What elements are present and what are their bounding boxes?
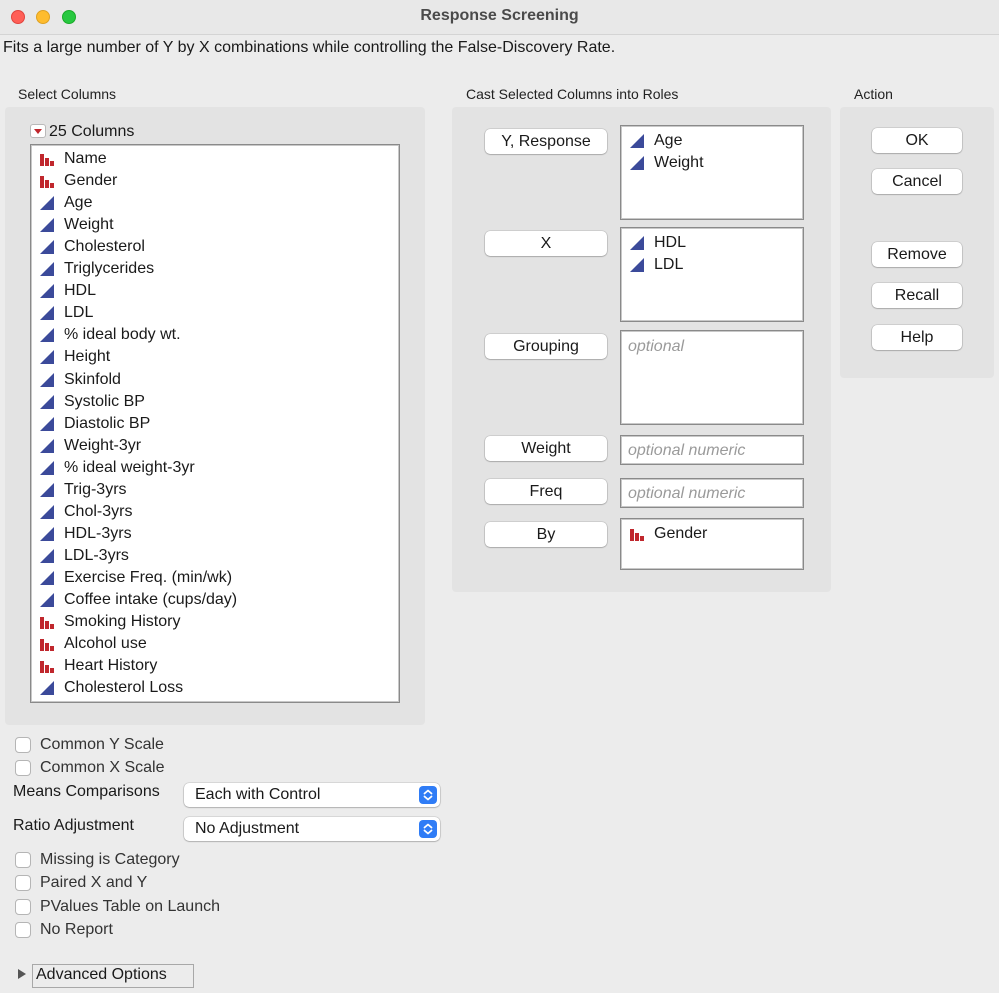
paired-x-and-y-label: Paired X and Y xyxy=(40,874,148,891)
x-button[interactable]: X xyxy=(485,231,607,256)
column-list-item[interactable] xyxy=(39,611,180,633)
continuous-icon xyxy=(39,592,55,608)
column-name: Height xyxy=(64,348,111,366)
continuous-icon xyxy=(39,680,55,696)
nominal-icon xyxy=(629,526,645,542)
continuous-icon xyxy=(39,349,55,365)
dialog-description: Fits a large number of Y by X combinations while controlling the False-Discovery Rate. xyxy=(3,39,616,56)
weight-field[interactable] xyxy=(620,435,804,465)
x-list[interactable] xyxy=(620,227,804,322)
column-name: Heart History xyxy=(64,657,158,675)
column-name: Weight xyxy=(64,216,114,234)
column-name: Coffee intake (cups/day) xyxy=(64,591,238,608)
nominal-icon xyxy=(39,658,55,674)
up-down-chevron-icon xyxy=(419,786,437,804)
continuous-icon xyxy=(629,133,645,149)
column-list-item[interactable] xyxy=(39,589,237,611)
window-title: Response Screening xyxy=(420,7,579,24)
columns-count: 25 Columns xyxy=(49,123,135,140)
means-comparisons-select[interactable] xyxy=(184,783,440,807)
columns-list[interactable] xyxy=(30,144,400,703)
column-list-item[interactable] xyxy=(39,346,110,368)
continuous-icon xyxy=(39,548,55,564)
column-name: LDL xyxy=(64,304,94,322)
common-x-scale-checkbox[interactable] xyxy=(15,760,31,776)
continuous-icon xyxy=(39,305,55,321)
column-list-item[interactable] xyxy=(39,677,183,699)
columns-menu-icon[interactable] xyxy=(30,124,46,138)
advanced-options-outline[interactable] xyxy=(32,964,194,988)
y-response-button[interactable]: Y, Response xyxy=(485,129,607,154)
continuous-icon xyxy=(39,504,55,520)
continuous-icon xyxy=(39,283,55,299)
continuous-icon xyxy=(39,460,55,476)
column-list-item[interactable] xyxy=(39,413,150,435)
column-name: Age xyxy=(64,194,93,212)
column-name: Cholesterol xyxy=(64,238,145,256)
column-name: Name xyxy=(64,150,107,167)
advanced-options-label: Advanced Options xyxy=(36,966,167,983)
column-list-item[interactable] xyxy=(39,324,181,346)
help-button[interactable]: Help xyxy=(872,325,962,350)
freq-button[interactable]: Freq xyxy=(485,479,607,504)
means-comparisons-value: Each with Control xyxy=(195,786,321,803)
continuous-icon xyxy=(39,195,55,211)
grouping-button[interactable]: Grouping xyxy=(485,334,607,359)
y-response-list[interactable] xyxy=(620,125,804,220)
common-y-scale-label: Common Y Scale xyxy=(40,736,164,753)
continuous-icon xyxy=(39,261,55,277)
column-name: Diastolic BP xyxy=(64,414,151,432)
column-list-item[interactable] xyxy=(39,545,129,567)
column-list-item[interactable] xyxy=(39,655,157,677)
column-name: HDL xyxy=(64,282,97,300)
continuous-icon xyxy=(39,482,55,498)
column-list-item[interactable] xyxy=(39,214,114,236)
column-list-item[interactable] xyxy=(39,391,145,413)
grouping-list[interactable] xyxy=(620,330,804,425)
y-role-item-age[interactable]: Age xyxy=(629,130,682,152)
missing-is-category-checkbox[interactable] xyxy=(15,852,31,868)
column-list-item[interactable] xyxy=(39,369,121,391)
column-name: Exercise Freq. (min/wk) xyxy=(64,568,233,586)
continuous-icon xyxy=(39,438,55,454)
continuous-icon xyxy=(39,570,55,586)
column-name: % ideal body wt. xyxy=(64,326,181,344)
grouping-placeholder: optional xyxy=(628,338,685,355)
column-name: LDL-3yrs xyxy=(64,546,129,564)
continuous-icon xyxy=(39,416,55,432)
title-bar xyxy=(0,0,999,35)
column-list-item[interactable] xyxy=(39,170,117,192)
column-list-item[interactable] xyxy=(39,479,127,501)
continuous-icon xyxy=(39,217,55,233)
select-columns-label: Select Columns xyxy=(18,86,117,102)
cast-roles-label: Cast Selected Columns into Roles xyxy=(466,86,679,102)
column-name: Alcohol use xyxy=(64,635,147,653)
ok-button[interactable]: OK xyxy=(872,128,962,153)
continuous-icon xyxy=(39,372,55,388)
action-label: Action xyxy=(854,86,893,102)
pvalues-table-on-launch-checkbox[interactable] xyxy=(15,899,31,915)
column-name: Triglycerides xyxy=(64,260,155,278)
column-list-item[interactable] xyxy=(39,236,145,258)
weight-placeholder: optional numeric xyxy=(628,442,746,459)
column-name: Trig-3yrs xyxy=(64,480,127,498)
column-name: % ideal weight-3yr xyxy=(64,458,195,476)
column-list-item[interactable] xyxy=(39,501,132,523)
column-name: Systolic BP xyxy=(64,392,145,410)
disclosure-triangle-icon[interactable] xyxy=(16,967,28,979)
nominal-icon xyxy=(39,614,55,630)
recall-button[interactable]: Recall xyxy=(872,283,962,308)
up-down-chevron-icon xyxy=(419,820,437,838)
remove-button[interactable]: Remove xyxy=(872,242,962,267)
continuous-icon xyxy=(629,235,645,251)
nominal-icon xyxy=(39,636,55,652)
ratio-adjustment-value: No Adjustment xyxy=(195,820,300,837)
column-name: HDL-3yrs xyxy=(64,524,132,542)
continuous-icon xyxy=(39,239,55,255)
cancel-button[interactable]: Cancel xyxy=(872,169,962,194)
column-list-item[interactable] xyxy=(39,457,195,479)
column-name: Smoking History xyxy=(64,613,181,631)
continuous-icon xyxy=(39,327,55,343)
by-role-item-gender[interactable]: Gender xyxy=(629,523,707,545)
ratio-adjustment-select[interactable] xyxy=(184,817,440,841)
column-list-item[interactable] xyxy=(39,523,132,545)
continuous-icon xyxy=(39,526,55,542)
column-list-item[interactable] xyxy=(39,258,154,280)
means-comparisons-label: Means Comparisons xyxy=(13,783,160,800)
select-columns-panel xyxy=(5,107,425,725)
column-name: Gender xyxy=(64,172,118,190)
nominal-icon xyxy=(39,173,55,189)
continuous-icon xyxy=(39,394,55,410)
column-list-item[interactable] xyxy=(39,633,147,655)
x-role-item-hdl[interactable]: HDL xyxy=(629,232,686,254)
weight-button[interactable]: Weight xyxy=(485,436,607,461)
no-report-label: No Report xyxy=(40,921,113,938)
x-role-item-ldl[interactable]: LDL xyxy=(629,254,683,276)
no-report-checkbox[interactable] xyxy=(15,922,31,938)
column-list-item[interactable] xyxy=(39,148,107,170)
column-name: Skinfold xyxy=(64,370,121,388)
by-list[interactable] xyxy=(620,518,804,570)
missing-is-category-label: Missing is Category xyxy=(40,851,180,868)
column-list-item[interactable] xyxy=(39,192,92,214)
paired-x-and-y-checkbox[interactable] xyxy=(15,875,31,891)
pvalues-table-on-launch-label: PValues Table on Launch xyxy=(40,898,220,915)
continuous-icon xyxy=(629,155,645,171)
freq-placeholder: optional numeric xyxy=(628,485,746,502)
common-y-scale-checkbox[interactable] xyxy=(15,737,31,753)
y-role-item-weight[interactable]: Weight xyxy=(629,152,704,174)
column-name: Cholesterol Loss xyxy=(64,679,184,697)
continuous-icon xyxy=(629,257,645,273)
column-list-item[interactable] xyxy=(39,567,232,589)
column-list-item[interactable] xyxy=(39,302,93,324)
column-name: Chol-3yrs xyxy=(64,502,133,520)
common-x-scale-label: Common X Scale xyxy=(40,759,165,776)
freq-field[interactable] xyxy=(620,478,804,508)
by-button[interactable]: By xyxy=(485,522,607,547)
ratio-adjustment-label: Ratio Adjustment xyxy=(13,817,134,834)
nominal-icon xyxy=(39,151,55,167)
column-list-item[interactable] xyxy=(39,435,141,457)
column-list-item[interactable] xyxy=(39,280,96,302)
column-name: Weight-3yr xyxy=(64,436,142,454)
